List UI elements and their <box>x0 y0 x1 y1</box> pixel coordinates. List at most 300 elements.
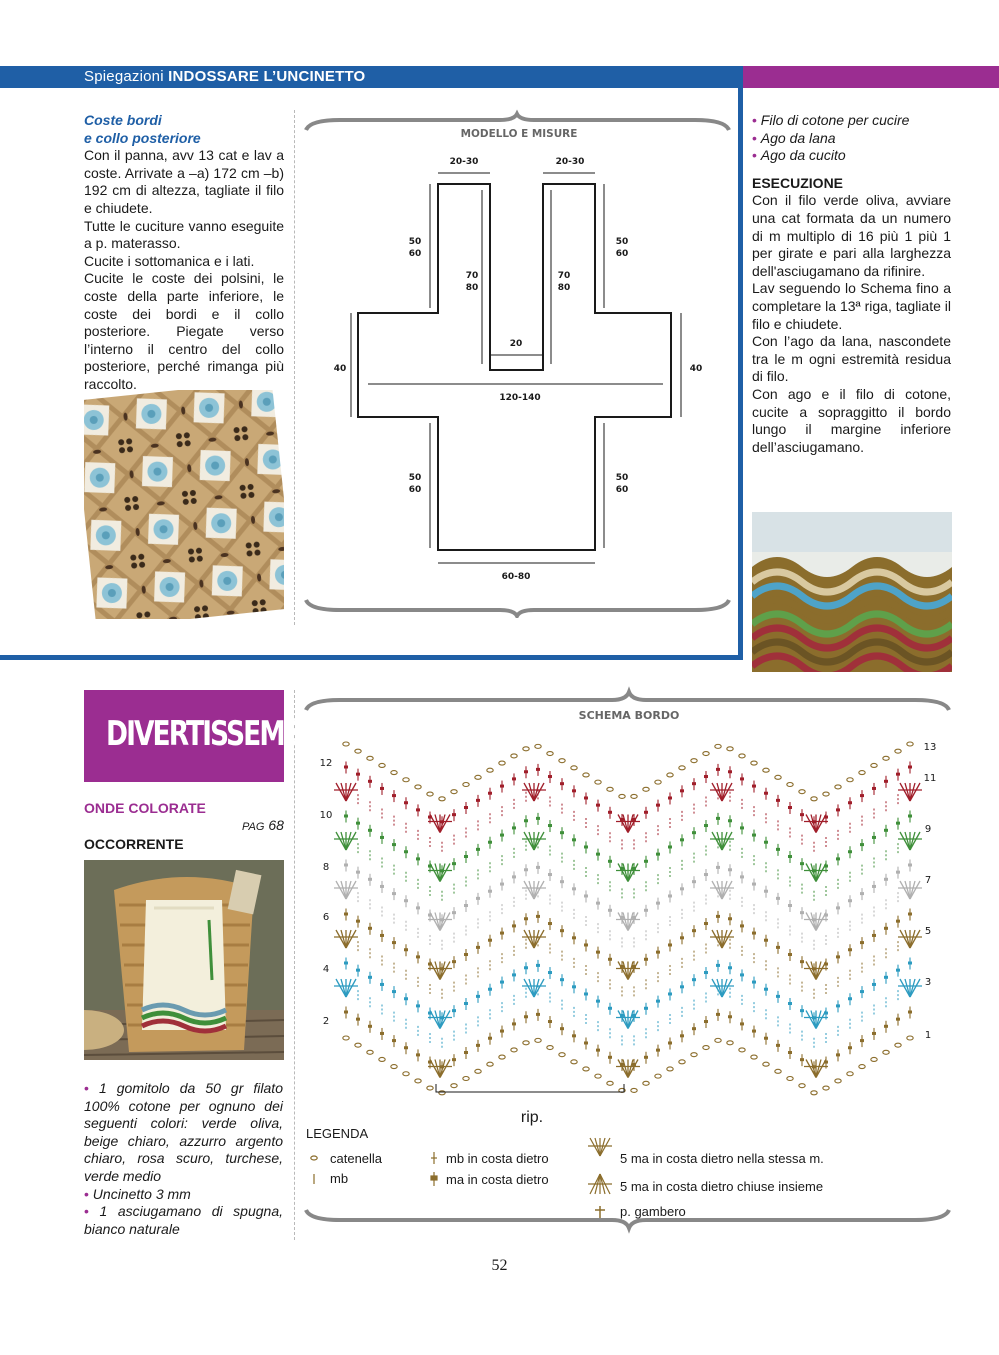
stitch-mark <box>476 848 480 851</box>
chain-stitch <box>787 1077 793 1081</box>
fan-stroke <box>430 1060 440 1078</box>
stitch-mark <box>512 826 516 829</box>
fan-stroke <box>346 783 351 801</box>
stitch-mark <box>596 951 600 954</box>
chain-stitch <box>775 775 781 779</box>
stitch-mark <box>776 897 780 900</box>
row-number: 9 <box>924 824 932 835</box>
stitch-mark <box>884 927 888 930</box>
paragraph: Lav seguendo lo Schema fino a completare la 13ª riga, tagliate il filo e chiudete. <box>752 280 951 332</box>
stitch-mark <box>416 1053 420 1056</box>
stitch-mark <box>740 826 744 829</box>
stitch-mark <box>800 960 804 963</box>
stitch-mark <box>644 1007 648 1010</box>
fan-stroke <box>900 832 910 850</box>
fan-stroke <box>628 1011 638 1029</box>
stitch-mark <box>380 934 384 937</box>
list-item: • 1 gomitolo da 50 gr filato 100% cotone per ognuno dei seguenti colori: verde oliva, beige chiaro, azzurro argento chiaro, rosa scuro, turchese, verde medio <box>84 1080 283 1186</box>
chain-stitch <box>463 783 469 787</box>
stitch-mark <box>500 883 504 886</box>
fan-stroke <box>346 979 356 997</box>
fan-stroke <box>435 864 440 882</box>
stitch-mark <box>416 906 420 909</box>
fan-stroke <box>910 832 915 850</box>
fan-stitch <box>428 864 452 882</box>
chain-stitch <box>535 1038 541 1042</box>
list-item: • 1 asciugamano di spugna, bianco naturale <box>84 1203 283 1238</box>
row-number: 13 <box>923 742 937 753</box>
chain-stitch <box>487 1062 493 1066</box>
stitch-mark <box>404 801 408 804</box>
chain-stitch <box>547 1046 553 1050</box>
fan-stitch <box>334 832 358 850</box>
label-inner-left-h1: 70 <box>465 271 479 281</box>
fan-stroke <box>905 832 910 850</box>
project-title: ONDE COLORATE <box>84 800 206 816</box>
stitch-mark <box>524 770 528 773</box>
chain-stitch <box>667 1067 673 1071</box>
paragraph: Tutte le cuciture vanno eseguite a p. materasso. <box>84 217 284 252</box>
stitch-mark <box>392 941 396 944</box>
chain-stitch <box>667 773 673 777</box>
label-lower-left-h1: 50 <box>408 473 422 483</box>
fan-stroke <box>336 881 346 899</box>
row-number: 11 <box>923 773 937 784</box>
stitch-mark <box>668 943 672 946</box>
stitch-mark <box>668 796 672 799</box>
label-bottom-width: 60-80 <box>501 572 531 582</box>
chain-stitch <box>895 749 901 753</box>
stitch-mark <box>836 857 840 860</box>
chain-stitch <box>679 766 685 770</box>
stitch-mark <box>596 902 600 905</box>
modello-title: MODELLO E MISURE <box>460 126 578 141</box>
fan-stroke <box>430 1011 440 1029</box>
chain-stitch <box>703 752 709 756</box>
project-materials <box>84 1080 283 1238</box>
materials-list-extra <box>752 112 951 165</box>
stitch-mark <box>656 853 660 856</box>
stitch-mark <box>680 985 684 988</box>
stitch-mark <box>488 890 492 893</box>
fan-stroke <box>534 930 544 948</box>
stitch-mark <box>608 1056 612 1059</box>
stitch-mark <box>596 1000 600 1003</box>
fan-stroke <box>910 832 920 850</box>
fan-stroke <box>712 783 722 801</box>
stitch-mark <box>356 822 360 825</box>
modello-diagram <box>300 108 735 618</box>
stitch-mark <box>896 871 900 874</box>
stitch-mark <box>464 953 468 956</box>
stitch-mark <box>836 808 840 811</box>
chain-stitch <box>679 1060 685 1064</box>
stitch-mark <box>356 871 360 874</box>
row-number: 3 <box>924 977 932 988</box>
sc-back-loop-symbol <box>431 1152 437 1164</box>
fan-stitch <box>616 1011 640 1029</box>
fan-stroke <box>628 815 638 833</box>
stitch-mark <box>836 955 840 958</box>
stitch-mark <box>608 909 612 912</box>
stitch-mark <box>740 973 744 976</box>
chain-stitch <box>835 1079 841 1083</box>
chain-stitch <box>907 1036 913 1040</box>
fan-stroke <box>910 930 915 948</box>
crab-stitch-symbol <box>595 1206 605 1218</box>
stitch-mark <box>896 822 900 825</box>
fan-symbol <box>588 1138 612 1156</box>
chain-stitch <box>691 759 697 763</box>
fan-stroke <box>816 913 821 931</box>
chain-stitch <box>427 1086 433 1090</box>
repeat-label: rip. <box>520 1109 544 1126</box>
chain-stitch <box>415 1079 421 1083</box>
fan-stitch <box>616 864 640 882</box>
legend-five-same: 5 ma in costa dietro nella stessa m. <box>620 1151 824 1166</box>
stitch-mark <box>656 902 660 905</box>
chain-stitch <box>355 1043 361 1047</box>
chain-stitch <box>595 1074 601 1078</box>
chain-stitch <box>535 744 541 748</box>
banner-label: DIVERTISSEMENT <box>106 714 337 754</box>
fan-stroke <box>628 815 633 833</box>
chain-stitch <box>583 1067 589 1071</box>
fan-stitch <box>804 1060 828 1078</box>
stitch-mark <box>716 866 720 869</box>
legend-ma-costa: ma in costa dietro <box>446 1172 549 1187</box>
fan-stroke <box>534 783 544 801</box>
stitch-mark <box>776 848 780 851</box>
stitch-mark <box>356 1018 360 1021</box>
stitch-mark <box>716 1013 720 1016</box>
stitch-mark <box>572 838 576 841</box>
chain-stitch <box>571 1060 577 1064</box>
stitch-mark <box>728 868 732 871</box>
stitch-mark <box>836 1004 840 1007</box>
stitch-mark <box>356 969 360 972</box>
chain-stitch <box>799 1084 805 1088</box>
chain-stitch <box>523 747 529 751</box>
stitch-mark <box>464 1051 468 1054</box>
list-item: • Uncinetto 3 mm <box>84 1186 283 1204</box>
fan-stitch <box>898 930 922 948</box>
stitch-mark <box>788 1051 792 1054</box>
chain-stitch <box>643 1081 649 1085</box>
column-divider <box>294 110 295 625</box>
fan-stroke <box>336 832 346 850</box>
stitch-mark <box>752 883 756 886</box>
fan-stitch <box>334 979 358 997</box>
stitch-mark <box>380 836 384 839</box>
stitch-mark <box>368 780 372 783</box>
fan-stroke <box>910 881 915 899</box>
chain-stitch <box>547 752 553 756</box>
stitch-mark <box>344 815 348 818</box>
fan-stitch <box>428 1011 452 1029</box>
label-inner-left-h2: 80 <box>465 283 479 293</box>
stitch-mark <box>356 773 360 776</box>
stitch-mark <box>524 819 528 822</box>
stitch-mark <box>692 978 696 981</box>
label-side-right: 40 <box>689 364 703 374</box>
stitch-mark <box>860 794 864 797</box>
chain-stitch <box>643 787 649 791</box>
chain-stitch <box>871 1057 877 1061</box>
chain-stitch <box>847 778 853 782</box>
fan-stroke <box>712 881 722 899</box>
stitch-mark <box>416 857 420 860</box>
label-top-right-width: 20-30 <box>555 157 585 167</box>
stitch-mark <box>572 789 576 792</box>
stitch-mark <box>752 932 756 935</box>
fan-stroke <box>618 815 628 833</box>
fan-stroke <box>435 913 440 931</box>
stitch-mark <box>392 1039 396 1042</box>
fan-stroke <box>816 962 826 980</box>
stitch-mark <box>680 838 684 841</box>
stitch-mark <box>488 988 492 991</box>
stitch-mark <box>392 990 396 993</box>
fan-stitch <box>334 783 358 801</box>
stitch-mark <box>848 899 852 902</box>
page-number: 52 <box>491 1257 508 1274</box>
fan-stroke <box>618 1011 628 1029</box>
stitch-mark <box>584 845 588 848</box>
stitch-mark <box>908 962 912 965</box>
chain-stitch <box>475 775 481 779</box>
paragraph: Con l’ago da lana, nascondete tra le m ogni estremità residua di filo. <box>752 333 951 385</box>
chain-stitch <box>607 787 613 791</box>
label-upper-left-h2: 60 <box>408 249 422 259</box>
fan-stroke <box>628 962 633 980</box>
chain-stitch <box>715 744 721 748</box>
fan-stroke <box>905 783 910 801</box>
stitch-mark <box>584 1041 588 1044</box>
fan-stroke <box>346 930 356 948</box>
chain-stitch <box>811 1091 817 1095</box>
stitch-mark <box>908 864 912 867</box>
stitch-mark <box>464 806 468 809</box>
subtitle-line-1: Coste bordi <box>84 112 162 128</box>
fan-stitch <box>804 913 828 931</box>
materials-list <box>84 1080 283 1238</box>
fan-stroke <box>618 913 628 931</box>
fan-stitch <box>898 783 922 801</box>
chain-stitch <box>427 792 433 796</box>
chain-stitch <box>391 771 397 775</box>
stitch-mark <box>788 953 792 956</box>
stitch-mark <box>596 853 600 856</box>
fan-stroke <box>346 979 351 997</box>
stitch-mark <box>896 773 900 776</box>
chain-stitch <box>355 749 361 753</box>
fan-stroke <box>910 930 920 948</box>
chain-stitch <box>691 1053 697 1057</box>
stitch-mark <box>776 946 780 949</box>
stitch-mark <box>740 875 744 878</box>
fan-stroke <box>346 881 356 899</box>
stitch-mark <box>848 1046 852 1049</box>
legend-gambero: p. gambero <box>620 1204 686 1219</box>
stitch-mark <box>368 927 372 930</box>
paragraph: Cucite le coste dei polsini, le coste della parte inferiore, le coste dei bordi e il collo posteriore. Piegate verso l’interno il centro del collo posteriore, perché rimanga più raccolto. <box>84 270 284 392</box>
stitch-mark <box>776 995 780 998</box>
stitch-mark <box>704 824 708 827</box>
stitch-mark <box>860 1039 864 1042</box>
fan-stroke <box>529 783 534 801</box>
fan-stroke <box>910 881 920 899</box>
chain-stitch <box>439 797 445 801</box>
stitch-mark <box>404 850 408 853</box>
stitch-mark <box>452 1058 456 1061</box>
stitch-mark <box>476 1044 480 1047</box>
chain-stitch <box>403 778 409 782</box>
stitch-mark <box>716 817 720 820</box>
fan-stitch <box>804 815 828 833</box>
fan-stroke <box>430 864 440 882</box>
stitch-mark <box>584 943 588 946</box>
fan-stroke <box>816 913 826 931</box>
stitch-mark <box>716 915 720 918</box>
stitch-mark <box>896 1018 900 1021</box>
stitch-mark <box>872 885 876 888</box>
fan-stroke <box>623 962 628 980</box>
row-number: 2 <box>322 1016 330 1027</box>
stitch-mark <box>608 811 612 814</box>
stitch-mark <box>500 785 504 788</box>
stitch-mark <box>392 843 396 846</box>
stitch-mark <box>560 1027 564 1030</box>
fan-stroke <box>628 864 633 882</box>
fan-stroke <box>346 783 356 801</box>
fan-stroke <box>905 979 910 997</box>
stitch-mark <box>488 939 492 942</box>
fan-stroke <box>722 979 727 997</box>
stitch-mark <box>692 1027 696 1030</box>
chain-stitch <box>895 1043 901 1047</box>
stitch-mark <box>344 864 348 867</box>
stitch-mark <box>884 829 888 832</box>
stitch-mark <box>884 976 888 979</box>
fan-stroke <box>346 832 351 850</box>
stitch-mark <box>524 966 528 969</box>
row-number: 10 <box>319 810 333 821</box>
chain-stitch <box>763 1062 769 1066</box>
chain-stitch <box>823 1086 829 1090</box>
stitch-mark <box>728 966 732 969</box>
list-item: • Filo di cotone per cucire <box>752 112 951 130</box>
stitch-mark <box>476 799 480 802</box>
fan-stroke <box>628 1060 638 1078</box>
repeat-bracket <box>436 1084 624 1092</box>
fan-stroke <box>900 783 910 801</box>
stitch-mark <box>788 1002 792 1005</box>
stitch-mark <box>836 906 840 909</box>
stitch-mark <box>860 990 864 993</box>
paragraph: Con ago e il filo di cotone, cucite a sopraggitto il bordo lungo il margine inferiore dell’asciugamano. <box>752 385 951 455</box>
schema-bordo-diagram <box>300 686 960 1234</box>
stitch-mark <box>692 831 696 834</box>
stitch-mark <box>404 948 408 951</box>
fan-stitch <box>428 962 452 980</box>
stitch-mark <box>896 969 900 972</box>
stitch-mark <box>704 971 708 974</box>
brace-top <box>306 692 949 710</box>
stitch-mark <box>860 892 864 895</box>
stitch-mark <box>872 836 876 839</box>
stitch-mark <box>548 971 552 974</box>
list-item: • Ago da lana <box>752 130 951 148</box>
stitch-mark <box>452 862 456 865</box>
fan-stroke <box>529 832 534 850</box>
chain-stitch <box>883 756 889 760</box>
stitch-mark <box>644 958 648 961</box>
stitch-mark <box>692 880 696 883</box>
fan-stitch <box>804 962 828 980</box>
wave-border-photo <box>752 512 952 672</box>
stitch-mark <box>860 843 864 846</box>
stitch-mark <box>500 834 504 837</box>
page-reference <box>242 817 284 833</box>
fan-stroke <box>712 832 722 850</box>
fan-stroke <box>623 913 628 931</box>
stitch-mark <box>728 917 732 920</box>
row-number: 6 <box>322 912 330 923</box>
stitch-mark <box>764 841 768 844</box>
stitch-mark <box>656 804 660 807</box>
stitch-mark <box>872 934 876 937</box>
fan-stroke <box>628 864 638 882</box>
chain-stitch <box>403 1072 409 1076</box>
stitch-mark <box>536 817 540 820</box>
fan-stroke <box>900 930 910 948</box>
chain-stitch <box>715 1038 721 1042</box>
chain-stitch <box>367 756 373 760</box>
fan-stroke <box>816 1060 826 1078</box>
stitch-mark <box>344 962 348 965</box>
stitch-mark <box>752 785 756 788</box>
chain-stitch <box>451 790 457 794</box>
fan-stroke <box>816 1011 826 1029</box>
label-side-left: 40 <box>333 364 347 374</box>
stitch-mark <box>692 929 696 932</box>
list-item: • Ago da cucito <box>752 147 951 165</box>
fan-stroke <box>346 832 356 850</box>
fan-stroke <box>618 864 628 882</box>
stitch-mark <box>416 808 420 811</box>
chain-stitch <box>631 1088 637 1092</box>
fan-stroke <box>534 979 544 997</box>
fan-stroke <box>346 881 351 899</box>
stitch-mark <box>596 1049 600 1052</box>
stitch-mark <box>608 958 612 961</box>
fan-stroke <box>910 979 920 997</box>
stitch-mark <box>740 924 744 927</box>
stitch-mark <box>716 768 720 771</box>
stitch-mark <box>368 878 372 881</box>
fan-stroke <box>341 979 346 997</box>
chain-stitch <box>379 1057 385 1061</box>
fan-stroke <box>816 864 826 882</box>
fan-stroke <box>430 962 440 980</box>
label-lower-right-h1: 50 <box>615 473 629 483</box>
stitch-mark <box>572 936 576 939</box>
stitch-mark <box>836 1053 840 1056</box>
stitch-mark <box>704 1020 708 1023</box>
stitch-mark <box>404 1046 408 1049</box>
stitch-mark <box>740 777 744 780</box>
